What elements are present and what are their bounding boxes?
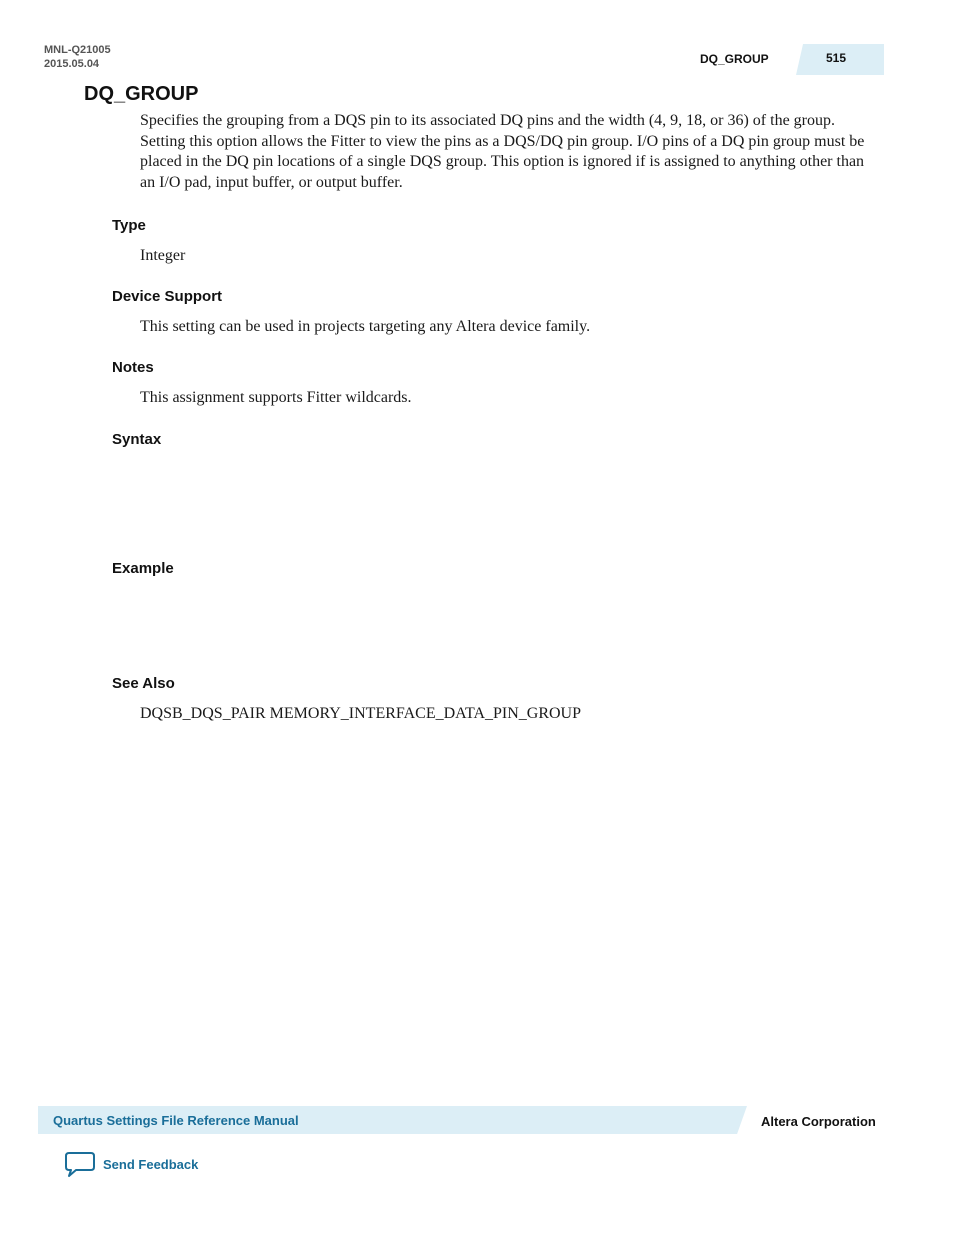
device-support-text: This setting can be used in projects targeting any Altera device family. <box>140 318 591 335</box>
footer-manual-title: Quartus Settings File Reference Manual <box>53 1113 299 1128</box>
type-value: Integer <box>140 247 186 264</box>
document-date: 2015.05.04 <box>44 58 100 70</box>
description-paragraph: Specifies the grouping from a DQS pin to its associated DQ pins and the width (4, 9, 18, or 36) of the group. Setting this option allows the Fitter to view the pins as a DQS/DQ pin group. I/O pins of a DQ pin group must be placed in the DQ pin locations of a single DQS group. This option is ignored if is assigned to anything other than an I/O pad, input buffer, or output buffer. <box>140 112 865 192</box>
device-support-heading: Device Support <box>112 288 223 305</box>
see-also-heading: See Also <box>112 675 175 692</box>
notes-text: This assignment supports Fitter wildcards. <box>140 389 412 406</box>
running-header-section: DQ_GROUP <box>700 52 769 66</box>
document-id: MNL-Q21005 <box>44 44 111 56</box>
footer-company: Altera Corporation <box>761 1114 876 1129</box>
page-title: DQ_GROUP <box>84 83 199 105</box>
send-feedback-link[interactable] <box>64 1150 198 1178</box>
send-feedback-label: Send Feedback <box>103 1156 199 1172</box>
see-also-links: DQSB_DQS_PAIR MEMORY_INTERFACE_DATA_PIN_GROUP <box>140 705 582 722</box>
page-number: 515 <box>826 51 847 65</box>
type-heading: Type <box>112 217 146 234</box>
speech-bubble-icon <box>64 1150 96 1178</box>
document-id-block <box>44 43 111 71</box>
notes-heading: Notes <box>112 359 154 376</box>
syntax-heading: Syntax <box>112 431 162 448</box>
example-heading: Example <box>112 560 174 577</box>
